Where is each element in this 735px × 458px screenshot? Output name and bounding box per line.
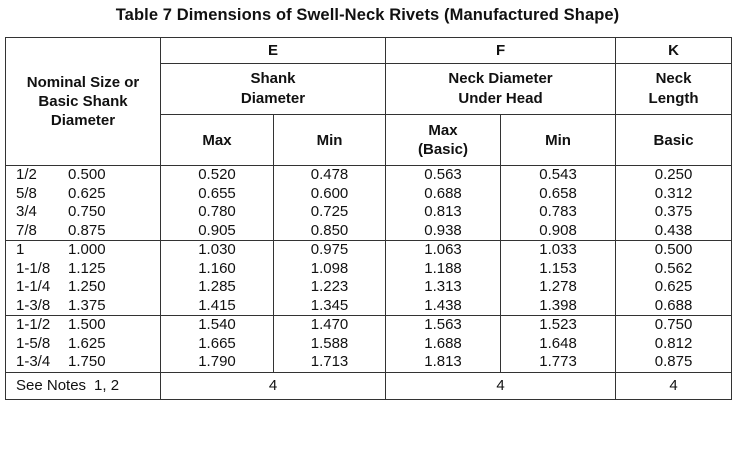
value-cell-e-max bbox=[161, 241, 274, 316]
value-cell-f-max bbox=[386, 241, 501, 316]
nominal-fraction: 1-5/8 bbox=[16, 334, 51, 352]
value-cell-f-min bbox=[501, 241, 616, 316]
table-value: 1.188 bbox=[424, 259, 462, 277]
nominal-decimal: 1.250 bbox=[68, 278, 106, 295]
value-cell-f-min bbox=[501, 166, 616, 241]
nominal-size-entry bbox=[6, 316, 160, 335]
nominal-fraction: 1/2 bbox=[16, 166, 37, 183]
table-value: 1.415 bbox=[198, 296, 236, 314]
table-value: 1.313 bbox=[424, 278, 462, 295]
value-cell-k bbox=[616, 316, 732, 373]
table-value: 1.563 bbox=[424, 316, 462, 333]
value-cell-f-min bbox=[501, 316, 616, 373]
nominal-fraction: 1-1/8 bbox=[16, 259, 51, 277]
table-value: 1.285 bbox=[198, 278, 236, 295]
table-value: 0.850 bbox=[310, 221, 349, 239]
table-value: 1.665 bbox=[198, 334, 236, 352]
col-k-basic-header: Basic bbox=[616, 115, 732, 166]
col-group-f-name bbox=[386, 64, 616, 115]
table-value: 1.773 bbox=[539, 353, 577, 370]
nominal-size-entry bbox=[6, 203, 160, 222]
nominal-decimal: 0.500 bbox=[68, 166, 106, 183]
table-value: 0.500 bbox=[654, 241, 693, 258]
table-value: 0.813 bbox=[424, 203, 462, 220]
row-group bbox=[6, 241, 732, 316]
table-value: 1.648 bbox=[539, 334, 577, 352]
nominal-fraction: 1-3/4 bbox=[16, 353, 51, 370]
table-value: 0.780 bbox=[198, 203, 236, 220]
notes-e: 4 bbox=[161, 372, 386, 399]
nominal-fraction: 1 bbox=[16, 241, 25, 258]
table-value: 0.655 bbox=[198, 184, 236, 202]
notes-label-cell bbox=[6, 372, 161, 399]
table-value: 0.312 bbox=[654, 184, 693, 202]
table-value: 1.398 bbox=[539, 296, 577, 314]
table-value: 1.790 bbox=[198, 353, 236, 370]
table-value: 0.975 bbox=[310, 241, 349, 258]
col-group-f-letter: F bbox=[386, 38, 616, 64]
nominal-fraction: 3/4 bbox=[16, 203, 37, 220]
header-text: (Basic) bbox=[418, 141, 469, 158]
col-e-max-header: Max bbox=[161, 115, 274, 166]
nominal-fraction: 1-1/2 bbox=[16, 316, 51, 333]
value-cell-f-max bbox=[386, 316, 501, 373]
nominal-size-cell bbox=[6, 166, 161, 241]
table-value: 1.153 bbox=[539, 259, 577, 277]
header-text: Neck bbox=[655, 70, 692, 87]
header-text: Diameter bbox=[240, 90, 306, 107]
header-text: Length bbox=[648, 90, 699, 107]
nominal-header-line: Basic Shank bbox=[38, 93, 128, 110]
col-group-e-name bbox=[161, 64, 386, 115]
nominal-size-entry bbox=[6, 241, 160, 260]
header-text: Max bbox=[428, 122, 458, 139]
nominal-size-entry bbox=[6, 260, 160, 279]
table-value: 0.725 bbox=[310, 203, 349, 220]
table-value: 1.223 bbox=[310, 278, 349, 295]
table-value: 0.938 bbox=[424, 221, 462, 239]
table-value: 1.345 bbox=[310, 296, 349, 314]
nominal-size-entry bbox=[6, 335, 160, 354]
col-f-max-header bbox=[386, 115, 501, 166]
col-k-letter: K bbox=[616, 38, 732, 64]
nominal-fraction: 5/8 bbox=[16, 184, 37, 202]
table-value: 0.750 bbox=[654, 316, 693, 333]
rivet-dimensions-table bbox=[5, 37, 732, 400]
nominal-decimal: 1.125 bbox=[68, 259, 106, 277]
table-value: 0.375 bbox=[654, 203, 693, 220]
table-value: 1.470 bbox=[310, 316, 349, 333]
table-value: 1.033 bbox=[539, 241, 577, 258]
table-value: 1.588 bbox=[310, 334, 349, 352]
value-cell-k bbox=[616, 241, 732, 316]
table-value: 0.783 bbox=[539, 203, 577, 220]
table-value: 1.030 bbox=[198, 241, 236, 258]
nominal-size-entry bbox=[6, 278, 160, 297]
table-value: 1.713 bbox=[310, 353, 349, 370]
nominal-decimal: 0.875 bbox=[68, 221, 106, 239]
value-cell-e-min bbox=[274, 241, 386, 316]
value-cell-e-max bbox=[161, 316, 274, 373]
table-value: 1.098 bbox=[310, 259, 349, 277]
table-value: 1.688 bbox=[424, 334, 462, 352]
nominal-size-cell bbox=[6, 316, 161, 373]
table-value: 0.875 bbox=[654, 353, 693, 370]
nominal-decimal: 1.750 bbox=[68, 353, 106, 370]
table-value: 0.688 bbox=[654, 296, 693, 314]
table-value: 1.438 bbox=[424, 296, 462, 314]
row-group bbox=[6, 166, 732, 241]
table-value: 0.520 bbox=[198, 166, 236, 183]
table-value: 0.250 bbox=[654, 166, 693, 183]
nominal-decimal: 1.500 bbox=[68, 316, 106, 333]
nominal-decimal: 0.625 bbox=[68, 184, 106, 202]
table-value: 0.600 bbox=[310, 184, 349, 202]
nominal-fraction: 1-3/8 bbox=[16, 296, 51, 314]
table-value: 0.438 bbox=[654, 221, 693, 239]
nominal-size-entry bbox=[6, 297, 160, 316]
table-value: 1.160 bbox=[198, 259, 236, 277]
value-cell-f-max bbox=[386, 166, 501, 241]
value-cell-e-max bbox=[161, 166, 274, 241]
col-e-min-header: Min bbox=[274, 115, 386, 166]
notes-k: 4 bbox=[616, 372, 732, 399]
value-cell-k bbox=[616, 166, 732, 241]
value-cell-e-min bbox=[274, 166, 386, 241]
nominal-size-entry bbox=[6, 222, 160, 241]
header-text: Shank bbox=[250, 70, 296, 87]
col-group-e-letter: E bbox=[161, 38, 386, 64]
notes-row bbox=[6, 372, 732, 399]
nominal-decimal: 1.625 bbox=[68, 334, 106, 352]
table-value: 0.658 bbox=[539, 184, 577, 202]
nominal-decimal: 1.000 bbox=[68, 241, 106, 258]
table-value: 1.523 bbox=[539, 316, 577, 333]
table-value: 0.478 bbox=[310, 166, 349, 183]
table-body bbox=[6, 166, 732, 373]
nominal-fraction: 1-1/4 bbox=[16, 278, 51, 295]
header-text: Neck Diameter bbox=[448, 70, 553, 87]
table-value: 1.278 bbox=[539, 278, 577, 295]
table-value: 1.813 bbox=[424, 353, 462, 370]
nominal-size-header bbox=[6, 38, 161, 166]
nominal-decimal: 0.750 bbox=[68, 203, 106, 220]
table-value: 0.562 bbox=[654, 259, 693, 277]
table-title: Table 7 Dimensions of Swell-Neck Rivets (Manufactured Shape) bbox=[115, 6, 620, 24]
notes-f: 4 bbox=[386, 372, 616, 399]
nominal-size-entry bbox=[6, 166, 160, 185]
nominal-size-cell bbox=[6, 241, 161, 316]
nominal-decimal: 1.375 bbox=[68, 296, 106, 314]
nominal-fraction: 7/8 bbox=[16, 221, 37, 239]
table-value: 1.540 bbox=[198, 316, 236, 333]
notes-refs: 1, 2 bbox=[94, 377, 120, 394]
col-k-name bbox=[616, 64, 732, 115]
table-value: 0.625 bbox=[654, 278, 693, 295]
nominal-size-entry bbox=[6, 185, 160, 204]
value-cell-e-min bbox=[274, 316, 386, 373]
table-value: 0.905 bbox=[198, 221, 236, 239]
col-f-min-header: Min bbox=[501, 115, 616, 166]
table-value: 0.688 bbox=[424, 184, 462, 202]
row-group bbox=[6, 316, 732, 373]
nominal-header-line: Nominal Size or bbox=[26, 74, 140, 91]
table-value: 0.543 bbox=[539, 166, 577, 183]
table-value: 0.812 bbox=[654, 334, 693, 352]
table-value: 1.063 bbox=[424, 241, 462, 258]
header-text: Under Head bbox=[458, 90, 543, 107]
nominal-header-line: Diameter bbox=[50, 112, 116, 129]
notes-label: See Notes bbox=[16, 377, 87, 394]
table-value: 0.908 bbox=[539, 221, 577, 239]
nominal-size-entry bbox=[6, 353, 160, 372]
table-value: 0.563 bbox=[424, 166, 462, 183]
